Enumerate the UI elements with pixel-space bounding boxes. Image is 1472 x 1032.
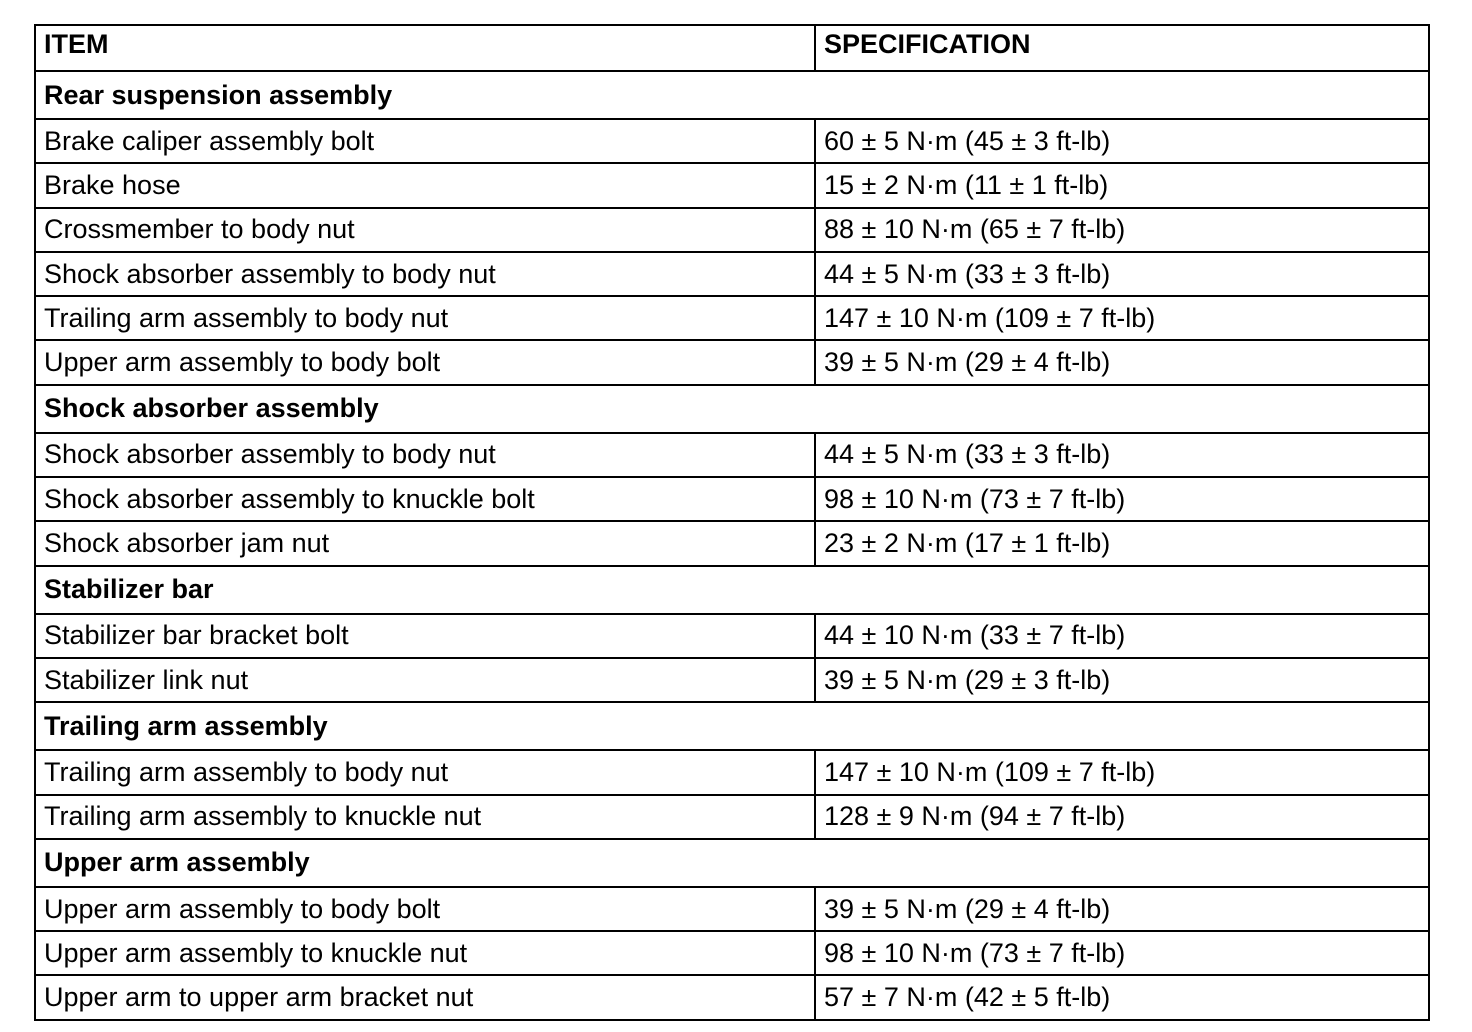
spec-cell: 39 ± 5 N·m (29 ± 4 ft-lb) xyxy=(815,887,1429,931)
table-row xyxy=(35,163,1429,207)
spec-cell: 98 ± 10 N·m (73 ± 7 ft-lb) xyxy=(815,931,1429,975)
column-header-specification: SPECIFICATION xyxy=(815,25,1429,71)
table-row xyxy=(35,208,1429,252)
table-row xyxy=(35,975,1429,1019)
spec-cell: 128 ± 9 N·m (94 ± 7 ft-lb) xyxy=(815,795,1429,839)
table-row xyxy=(35,795,1429,839)
spec-cell: 15 ± 2 N·m (11 ± 1 ft-lb) xyxy=(815,163,1429,207)
item-cell: Upper arm assembly to knuckle nut xyxy=(35,931,815,975)
torque-specification-table xyxy=(34,24,1430,1021)
item-cell: Stabilizer link nut xyxy=(35,658,815,702)
column-header-item: ITEM xyxy=(35,25,815,71)
section-title: Rear suspension assembly xyxy=(35,71,1429,119)
table-row xyxy=(35,750,1429,794)
item-cell: Crossmember to body nut xyxy=(35,208,815,252)
section-title: Upper arm assembly xyxy=(35,839,1429,887)
spec-cell: 39 ± 5 N·m (29 ± 4 ft-lb) xyxy=(815,340,1429,384)
table-row xyxy=(35,252,1429,296)
section-row-upper-arm-assembly xyxy=(35,839,1429,887)
table-row xyxy=(35,477,1429,521)
spec-cell: 60 ± 5 N·m (45 ± 3 ft-lb) xyxy=(815,119,1429,163)
table-row xyxy=(35,614,1429,658)
spec-cell: 98 ± 10 N·m (73 ± 7 ft-lb) xyxy=(815,477,1429,521)
spec-cell: 88 ± 10 N·m (65 ± 7 ft-lb) xyxy=(815,208,1429,252)
section-title: Shock absorber assembly xyxy=(35,385,1429,433)
item-cell: Upper arm assembly to body bolt xyxy=(35,340,815,384)
table-row xyxy=(35,658,1429,702)
table-row xyxy=(35,887,1429,931)
item-cell: Shock absorber jam nut xyxy=(35,521,815,565)
section-row-shock-absorber-assembly xyxy=(35,385,1429,433)
table-row xyxy=(35,931,1429,975)
spec-cell: 44 ± 10 N·m (33 ± 7 ft-lb) xyxy=(815,614,1429,658)
item-cell: Shock absorber assembly to knuckle bolt xyxy=(35,477,815,521)
item-cell: Trailing arm assembly to body nut xyxy=(35,750,815,794)
spec-cell: 147 ± 10 N·m (109 ± 7 ft-lb) xyxy=(815,296,1429,340)
table-row xyxy=(35,521,1429,565)
item-cell: Shock absorber assembly to body nut xyxy=(35,433,815,477)
section-title: Stabilizer bar xyxy=(35,566,1429,614)
item-cell: Shock absorber assembly to body nut xyxy=(35,252,815,296)
table-row xyxy=(35,119,1429,163)
item-cell: Stabilizer bar bracket bolt xyxy=(35,614,815,658)
item-cell: Upper arm assembly to body bolt xyxy=(35,887,815,931)
table-row xyxy=(35,296,1429,340)
section-title: Trailing arm assembly xyxy=(35,702,1429,750)
item-cell: Trailing arm assembly to knuckle nut xyxy=(35,795,815,839)
table-header-row xyxy=(35,25,1429,71)
spec-cell: 39 ± 5 N·m (29 ± 3 ft-lb) xyxy=(815,658,1429,702)
section-row-rear-suspension-assembly xyxy=(35,71,1429,119)
section-row-stabilizer-bar xyxy=(35,566,1429,614)
section-row-trailing-arm-assembly xyxy=(35,702,1429,750)
item-cell: Trailing arm assembly to body nut xyxy=(35,296,815,340)
spec-cell: 147 ± 10 N·m (109 ± 7 ft-lb) xyxy=(815,750,1429,794)
spec-cell: 44 ± 5 N·m (33 ± 3 ft-lb) xyxy=(815,252,1429,296)
table-row xyxy=(35,340,1429,384)
item-cell: Brake caliper assembly bolt xyxy=(35,119,815,163)
table-row xyxy=(35,433,1429,477)
item-cell: Brake hose xyxy=(35,163,815,207)
spec-cell: 23 ± 2 N·m (17 ± 1 ft-lb) xyxy=(815,521,1429,565)
item-cell: Upper arm to upper arm bracket nut xyxy=(35,975,815,1019)
spec-cell: 44 ± 5 N·m (33 ± 3 ft-lb) xyxy=(815,433,1429,477)
spec-cell: 57 ± 7 N·m (42 ± 5 ft-lb) xyxy=(815,975,1429,1019)
